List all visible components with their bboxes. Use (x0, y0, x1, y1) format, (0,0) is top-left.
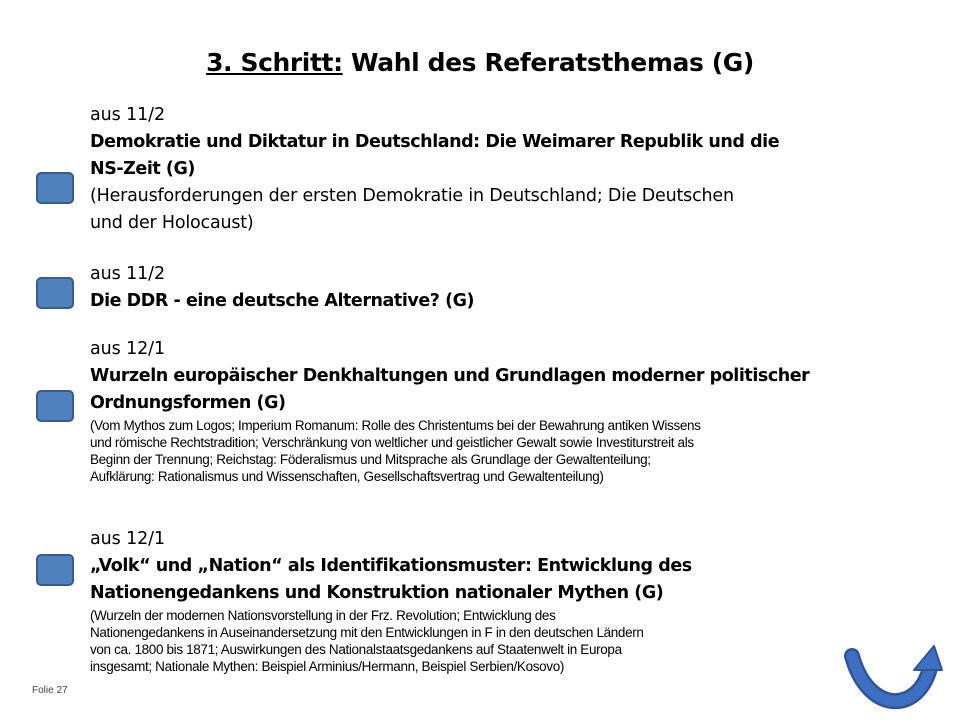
topic-1-title-line-2: NS-Zeit (G) (90, 159, 195, 179)
topic-3-title-line-1: Wurzeln europäischer Denkhaltungen und Grundlagen moderner politischer (90, 366, 810, 386)
topic-3-detail-line-4: Aufklärung: Rationalismus und Wissenschaften, Gesellschaftsvertrag und Gewaltenteilung) (90, 469, 604, 484)
topic-2-title-line-1: Die DDR - eine deutsche Alternative? (G) (90, 291, 475, 311)
topic-1-source: aus 11/2 (90, 105, 165, 125)
topic-3-source: aus 12/1 (90, 339, 165, 359)
topic-3-detail-line-2: und römische Rechtstradition; Verschränkung von weltlicher und geistlicher Gewalt sowie Investiturstreit als (90, 435, 694, 450)
select-topic-3-button[interactable] (36, 390, 74, 422)
slide-number: Folie 27 (32, 685, 68, 696)
topic-1-title-line-1: Demokratie und Diktatur in Deutschland: Die Weimarer Republik und die (90, 132, 780, 152)
topic-3 (90, 336, 809, 485)
slide-title (0, 48, 960, 77)
topic-2-source: aus 11/2 (90, 264, 165, 284)
topic-1 (90, 102, 779, 237)
select-topic-4-button[interactable] (36, 554, 74, 586)
curved-return-arrow-icon (838, 644, 948, 710)
topic-2 (90, 261, 474, 315)
select-topic-1-button[interactable] (36, 172, 74, 204)
topic-3-title-line-2: Ordnungsformen (G) (90, 393, 286, 413)
topic-1-description-line-1: (Herausforderungen der ersten Demokratie in Deutschland; Die Deutschen (90, 186, 734, 206)
topic-4-detail-line-1: (Wurzeln der modernen Nationsvorstellung in der Frz. Revolution; Entwicklung des (90, 608, 556, 623)
topic-4-detail-line-4: insgesamt; Nationale Mythen: Beispiel Arminius/Hermann, Beispiel Serbien/Kosovo) (90, 659, 564, 674)
topic-4-detail-line-3: von ca. 1800 bis 1871; Auswirkungen des Nationalstaatsgedankens auf Staatenwelt in Europa (90, 642, 622, 657)
topic-4-title-line-2: Nationengedankens und Konstruktion nationaler Mythen (G) (90, 583, 664, 603)
topic-4-source: aus 12/1 (90, 529, 165, 549)
return-nav-button[interactable] (838, 644, 948, 710)
topic-3-detail-line-1: (Vom Mythos zum Logos; Imperium Romanum: Rolle des Christentums bei der Bewahrung antiken Wissens (90, 418, 701, 433)
topic-4-title-line-1: „Volk“ und „Nation“ als Identifikationsmuster: Entwicklung des (90, 556, 692, 576)
topic-1-description-line-2: und der Holocaust) (90, 213, 254, 233)
topic-4-detail-line-2: Nationengedankens in Auseinandersetzung mit den Entwicklungen in F in den deutschen Ländern (90, 625, 644, 640)
slide-title-step: 3. Schritt: (206, 48, 343, 77)
topic-3-detail-line-3: Beginn der Trennung; Reichstag: Föderalismus und Mitsprache als Grundlage der Gewaltenteilung; (90, 452, 651, 467)
topic-4 (90, 526, 692, 675)
slide-title-text: Wahl des Referatsthemas (G) (351, 48, 754, 77)
select-topic-2-button[interactable] (36, 277, 74, 309)
